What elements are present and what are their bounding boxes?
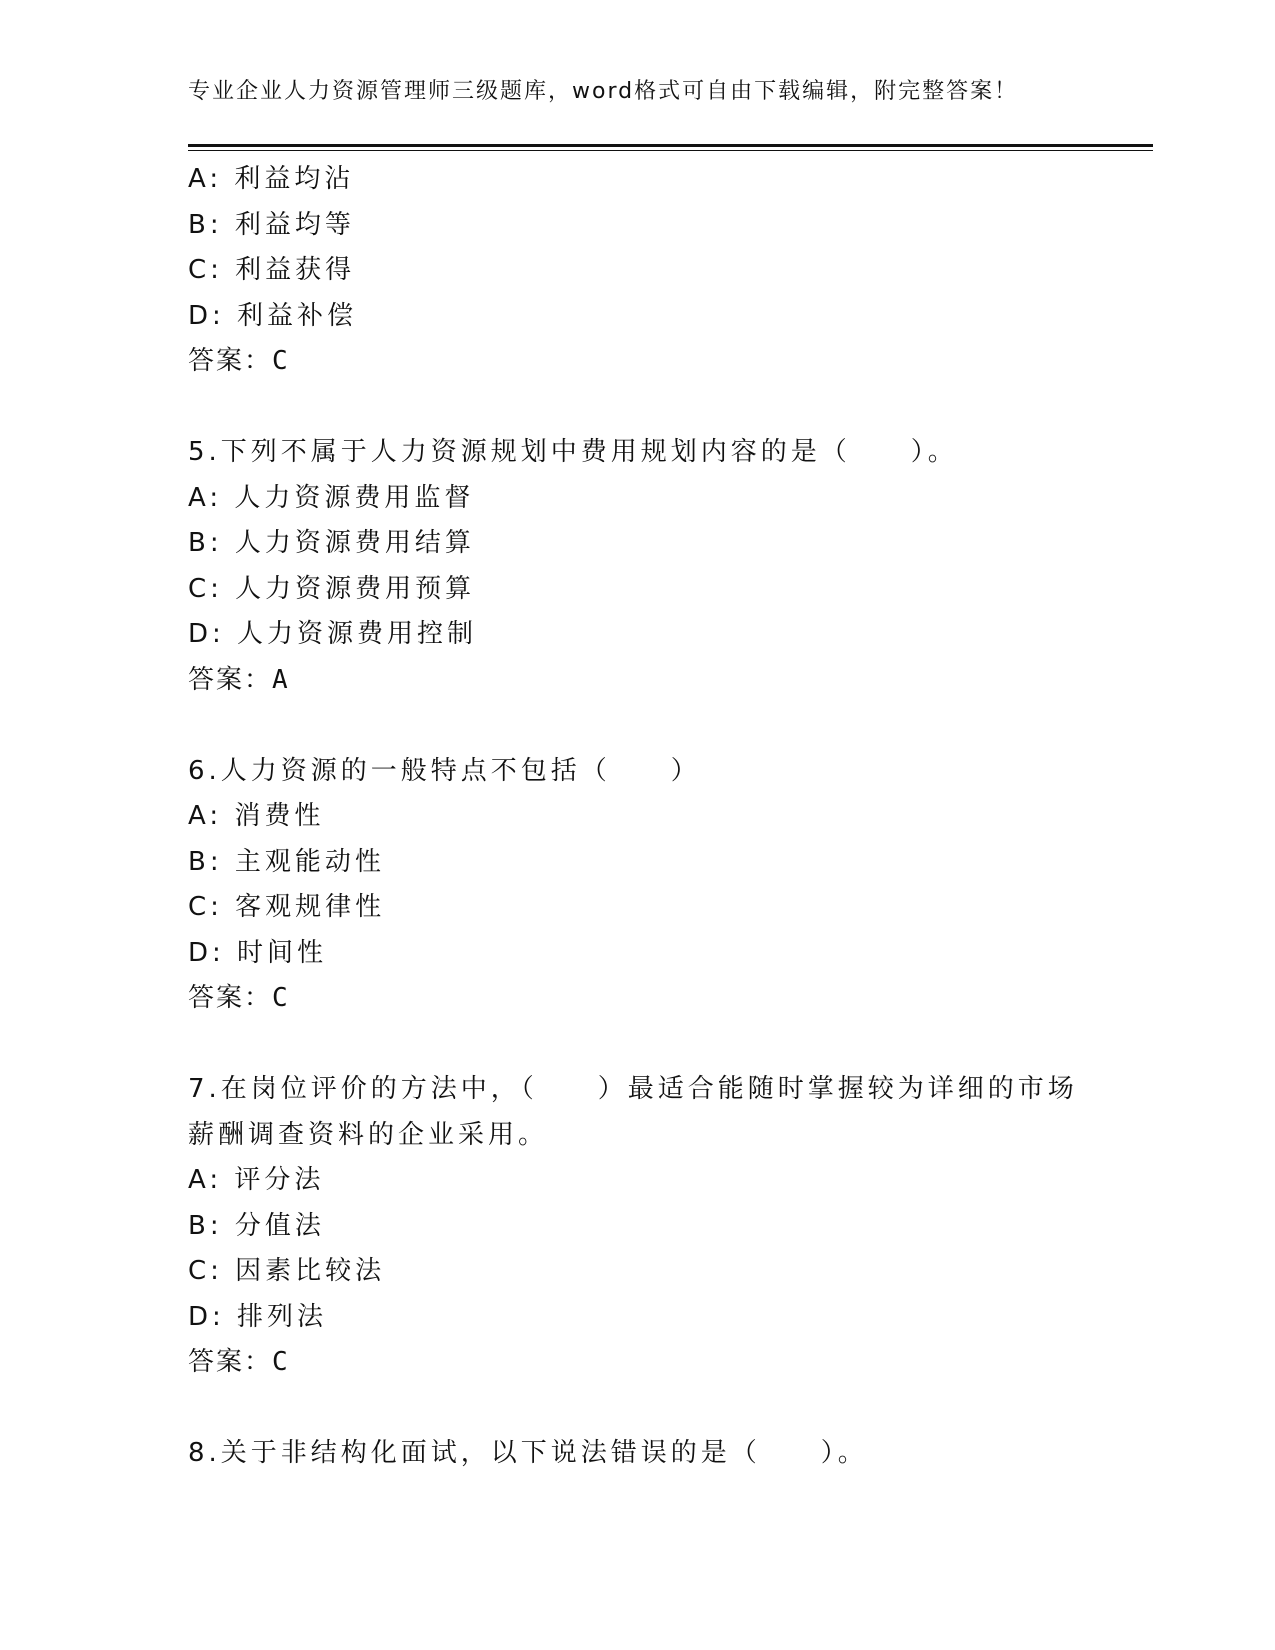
option-d: D: 排列法 xyxy=(188,1301,328,1332)
question-stem: 7.在岗位评价的方法中，（ ）最适合能随时掌握较为详细的市场薪酬调查资料的企业采用。 xyxy=(188,1074,1078,1150)
option-a: A: 评分法 xyxy=(188,1165,325,1195)
option-b: B: 利益均等 xyxy=(188,209,355,240)
answer-line: 答案：C xyxy=(188,346,290,376)
answer-line: 答案：C xyxy=(188,1347,290,1377)
option-c: C: 因素比较法 xyxy=(188,1256,386,1286)
question-stem: 6.人力资源的一般特点不包括（ ） xyxy=(188,755,701,786)
answer-line: 答案：A xyxy=(188,664,290,695)
option-c: C: 客观规律性 xyxy=(188,892,386,922)
option-a: A: 人力资源费用监督 xyxy=(188,482,475,513)
question-7 xyxy=(188,1067,1153,1386)
option-b: B: 分值法 xyxy=(188,1210,325,1241)
spacer xyxy=(188,385,1153,431)
option-d: D: 利益补偿 xyxy=(188,300,358,331)
question-stem: 5.下列不属于人力资源规划中费用规划内容的是（ ）。 xyxy=(188,437,958,467)
spacer xyxy=(188,1386,1153,1432)
option-d: D: 人力资源费用控制 xyxy=(188,619,478,649)
option-c: C: 利益获得 xyxy=(188,255,356,285)
option-c: C: 人力资源费用预算 xyxy=(188,573,476,604)
page-header: 专业企业人力资源管理师三级题库，word格式可自由下载编辑，附完整答案！ xyxy=(188,79,1019,104)
option-b: B: 主观能动性 xyxy=(188,846,385,877)
option-a: A: 消费性 xyxy=(188,801,325,831)
question-6 xyxy=(188,749,1153,1022)
spacer xyxy=(188,1022,1153,1068)
header-rule-thick xyxy=(188,144,1153,147)
header-rule-thin xyxy=(188,150,1153,151)
question-stem: 8.关于非结构化面试，以下说法错误的是（ ）。 xyxy=(188,1438,868,1468)
option-a: A: 利益均沾 xyxy=(188,164,355,194)
question-list xyxy=(188,157,1153,1477)
spacer xyxy=(188,703,1153,749)
question-5 xyxy=(188,430,1153,703)
question-8 xyxy=(188,1431,1153,1477)
question-4-partial xyxy=(188,157,1153,385)
option-d: D: 时间性 xyxy=(188,937,328,968)
answer-line: 答案：C xyxy=(188,983,290,1013)
option-b: B: 人力资源费用结算 xyxy=(188,528,475,558)
